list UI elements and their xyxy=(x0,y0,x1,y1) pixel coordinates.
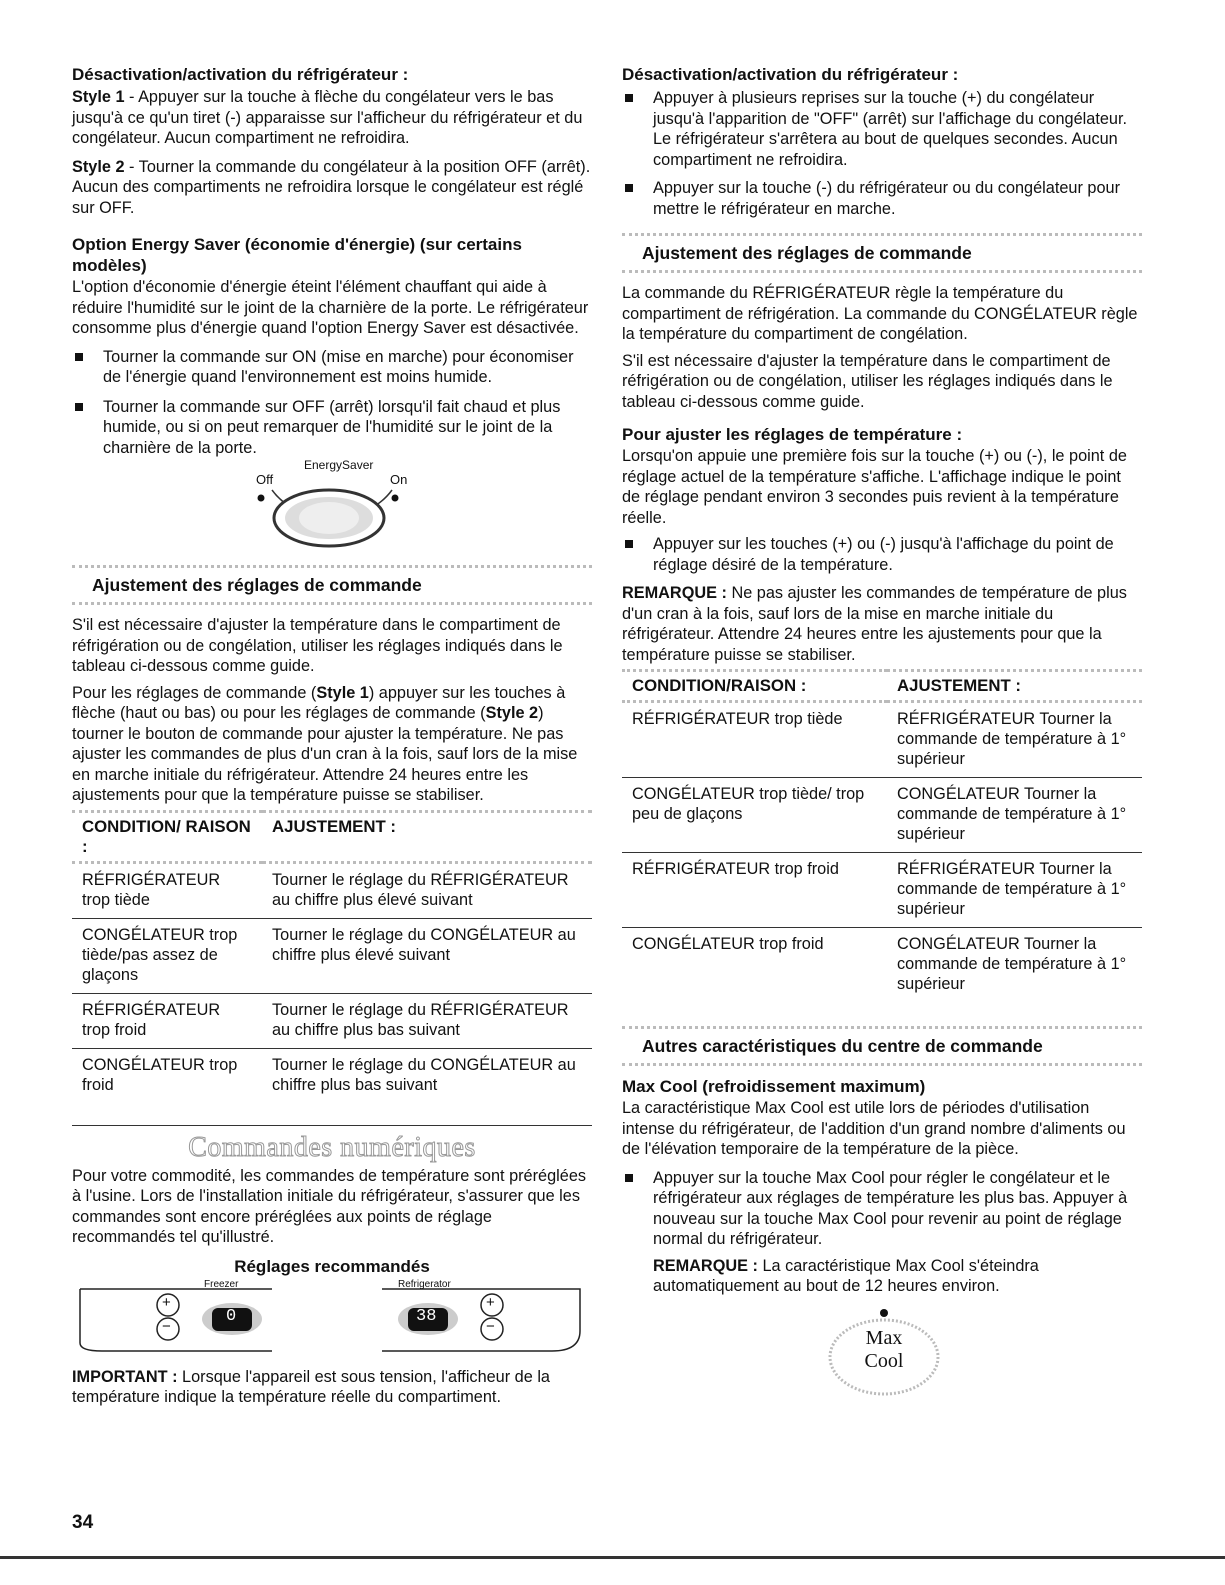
table-row: CONGÉLATEUR trop froid CONGÉLATEUR Tourner la commande de température à 1° supérieur xyxy=(622,928,1142,1003)
off-on-bullet-2: Appuyer sur la touche (-) du réfrigérateur ou du congélateur pour mettre le réfrigérateur en marche. xyxy=(622,178,1142,219)
on-indicator-dot xyxy=(392,495,399,502)
energy-saver-dial xyxy=(72,458,592,554)
refrigerator-label: Refrigerator xyxy=(398,1278,451,1290)
adjust-paragraph-1: S'il est nécessaire d'ajuster la température dans le compartiment de réfrigération ou de congélation, utiliser les réglages indiqués dans le tableau ci-dessous comme guide. xyxy=(72,616,563,675)
max-cool-button-text: Max Cool xyxy=(864,1326,904,1372)
adjustment-table-right xyxy=(622,669,1142,1002)
off-label: Off xyxy=(256,472,274,487)
energy-bullet-off: Tourner la commande sur OFF (arrêt) lorsqu'il fait chaud et plus humide, ou si on peut remarquer de l'humidité sur le joint de la charnière de la porte. xyxy=(72,397,592,459)
temperature-paragraph: Lorsqu'on appuie une première fois sur la touche (+) ou (-), le point de réglage actuel de la température s'affiche. L'affichage indique le point de réglage pendant environ 3 secondes puis revient à la température réelle. xyxy=(622,447,1127,527)
adjust-paragraph-2-right: S'il est nécessaire d'ajuster la température dans le compartiment de réfrigération ou de congélation, utiliser les réglages indiqués dans le tableau ci-dessous comme guide. xyxy=(622,351,1113,411)
left-column xyxy=(72,64,592,1408)
table-header-adjustment: AJUSTEMENT : xyxy=(262,811,592,862)
style2-paragraph: Style 2 - Tourner la commande du congélateur à la position OFF (arrêt). Aucun des compartiments ne refroidira lorsque le congélateur est réglé sur OFF. xyxy=(72,157,591,217)
adjustment-table-left xyxy=(72,810,592,1103)
section-title-adjust-right: Ajustement des réglages de commande xyxy=(622,233,1142,273)
heading-refrigerator-off-on-right: Désactivation/activation du réfrigérateur : xyxy=(622,65,959,84)
adjust-paragraph-2: Pour les réglages de commande (Style 1) appuyer sur les touches à flèche (haut ou bas) ou pour les réglages de commande (Style 2) tourner le bouton de commande pour ajuster la température. Ne pas ajuster les commandes de plus d'un cran à la fois, sauf lors de la mise en marche initiale du réfrigérateur. Attendre 24 heures entre les ajustements pour que la température puisse se stabiliser. xyxy=(72,683,578,804)
table-row: RÉFRIGÉRATEUR trop tiède Tourner le réglage du RÉFRIGÉRATEUR au chiffre plus élevé suivant xyxy=(82,870,569,909)
energy-saver-dial-graphic xyxy=(72,462,592,554)
max-cool-button-illustration xyxy=(622,1305,1142,1397)
heading-refrigerator-off-on: Désactivation/activation du réfrigérateur : xyxy=(72,65,409,84)
heading-energy-saver: Option Energy Saver (économie d'énergie) (sur certains modèles) xyxy=(72,235,522,275)
table-row: RÉFRIGÉRATEUR trop froid Tourner le réglage du RÉFRIGÉRATEUR au chiffre plus bas suivant xyxy=(72,993,592,1048)
bottom-rule xyxy=(0,1556,1225,1559)
heading-adjust-temperature: Pour ajuster les réglages de température : xyxy=(622,425,963,444)
table-row: CONGÉLATEUR trop froid Tourner le réglage du CONGÉLATEUR au chiffre plus bas suivant xyxy=(72,1048,592,1103)
refrigerator-display: 38 xyxy=(416,1306,437,1326)
recommended-settings-title: Réglages recommandés xyxy=(234,1256,430,1276)
important-note: IMPORTANT : Lorsque l'appareil est sous tension, l'afficheur de la température indique la température réelle du compartiment. xyxy=(72,1367,550,1406)
adjust-paragraph-1-right: La commande du RÉFRIGÉRATEUR règle la température du compartiment de réfrigération. La commande du CONGÉLATEUR règle la température du compartiment de congélation. xyxy=(622,284,1138,343)
energy-bullet-on: Tourner la commande sur ON (mise en marche) pour économiser de l'énergie quand l'environnement est moins humide. xyxy=(72,347,592,388)
table-row: RÉFRIGÉRATEUR trop tiède RÉFRIGÉRATEUR Tourner la commande de température à 1° supérieur xyxy=(632,710,1127,768)
plus-icon: + xyxy=(162,1293,171,1311)
minus-icon: − xyxy=(162,1317,171,1335)
table-header-condition: CONDITION/RAISON : xyxy=(622,671,887,702)
off-indicator-dot xyxy=(258,495,265,502)
table-row: CONGÉLATEUR trop tiède/ trop peu de glaçons CONGÉLATEUR Tourner la commande de température à 1° supérieur xyxy=(622,778,1142,853)
heading-max-cool: Max Cool (refroidissement maximum) xyxy=(622,1077,926,1096)
digital-controls-title: Commandes numériques xyxy=(72,1125,592,1164)
max-cool-remark: REMARQUE : La caractéristique Max Cool s'éteindra automatiquement au bout de 12 heures environ. xyxy=(653,1256,1039,1295)
table-header-condition: CONDITION/ RAISON : xyxy=(72,811,262,862)
energy-saver-label: EnergySaver xyxy=(304,458,374,472)
control-panel-illustration xyxy=(72,1278,592,1359)
section-title-other-features: Autres caractéristiques du centre de commande xyxy=(622,1026,1142,1066)
page-number: 34 xyxy=(72,1512,94,1533)
plus-icon: + xyxy=(486,1293,495,1311)
table-header-adjustment: AJUSTEMENT : xyxy=(887,671,1142,702)
max-cool-paragraph: La caractéristique Max Cool est utile lors de périodes d'utilisation intense du réfrigérateur, de l'addition d'un grand nombre d'aliments ou de l'élévation temporaire de la température de la pièce. xyxy=(622,1099,1126,1158)
on-label: On xyxy=(390,472,408,487)
energy-saver-intro: L'option d'économie d'énergie éteint l'élément chauffant qui aide à réduire l'humidité sur le joint de la charnière de la porte. Le réfrigérateur consomme plus d'énergie quand l'option Energy Saver est désactivée. xyxy=(72,278,589,337)
remark-paragraph: REMARQUE : Ne pas ajuster les commandes de température de plus d'un cran à la fois, sauf lors de la mise en marche initiale du réfrigérateur. Attendre 24 heures entre les ajustements pour que la température puisse se stabiliser. xyxy=(622,584,1127,664)
table-row: RÉFRIGÉRATEUR trop froid RÉFRIGÉRATEUR Tourner la commande de température à 1° supérieur xyxy=(622,853,1142,928)
max-cool-bullet: Appuyer sur la touche Max Cool pour régler le congélateur et le réfrigérateur aux réglages de température les plus bas. Appuyer à nouveau sur la touche Max Cool pour revenir au point de réglage normal du réfrigérateur. xyxy=(622,1168,1142,1250)
freezer-label: Freezer xyxy=(204,1278,239,1290)
style1-paragraph: Style 1 - Appuyer sur la touche à flèche du congélateur vers le bas jusqu'à ce qu'un tiret (-) apparaisse sur l'afficheur du réfrigérateur et du congélateur. Aucun compartiment ne refroidira. xyxy=(72,88,583,147)
table-row: CONGÉLATEUR trop tiède/pas assez de glaçons Tourner le réglage du CONGÉLATEUR au chiffre plus élevé suivant xyxy=(72,918,592,993)
control-panel-graphic xyxy=(72,1278,592,1359)
freezer-display: 0 xyxy=(226,1306,237,1326)
max-cool-indicator-dot xyxy=(880,1309,888,1317)
temperature-bullet: Appuyer sur les touches (+) ou (-) jusqu'à l'affichage du point de réglage désiré de la température. xyxy=(622,534,1142,575)
digital-paragraph: Pour votre commodité, les commandes de température sont préréglées à l'usine. Lors de l'installation initiale du réfrigérateur, s'assurer que les commandes sont encore préréglées aux points de réglage recommandés tel qu'illustré. xyxy=(72,1166,587,1246)
right-column xyxy=(622,64,1142,1397)
section-title-adjust: Ajustement des réglages de commande xyxy=(72,565,592,605)
off-on-bullet-1: Appuyer à plusieurs reprises sur la touche (+) du congélateur jusqu'à l'apparition de "OFF" (arrêt) sur l'affichage du congélateur. Le réfrigérateur s'arrêtera au bout de quelques secondes. Aucun compartiment ne refroidira. xyxy=(622,88,1142,170)
minus-icon: − xyxy=(486,1317,495,1335)
